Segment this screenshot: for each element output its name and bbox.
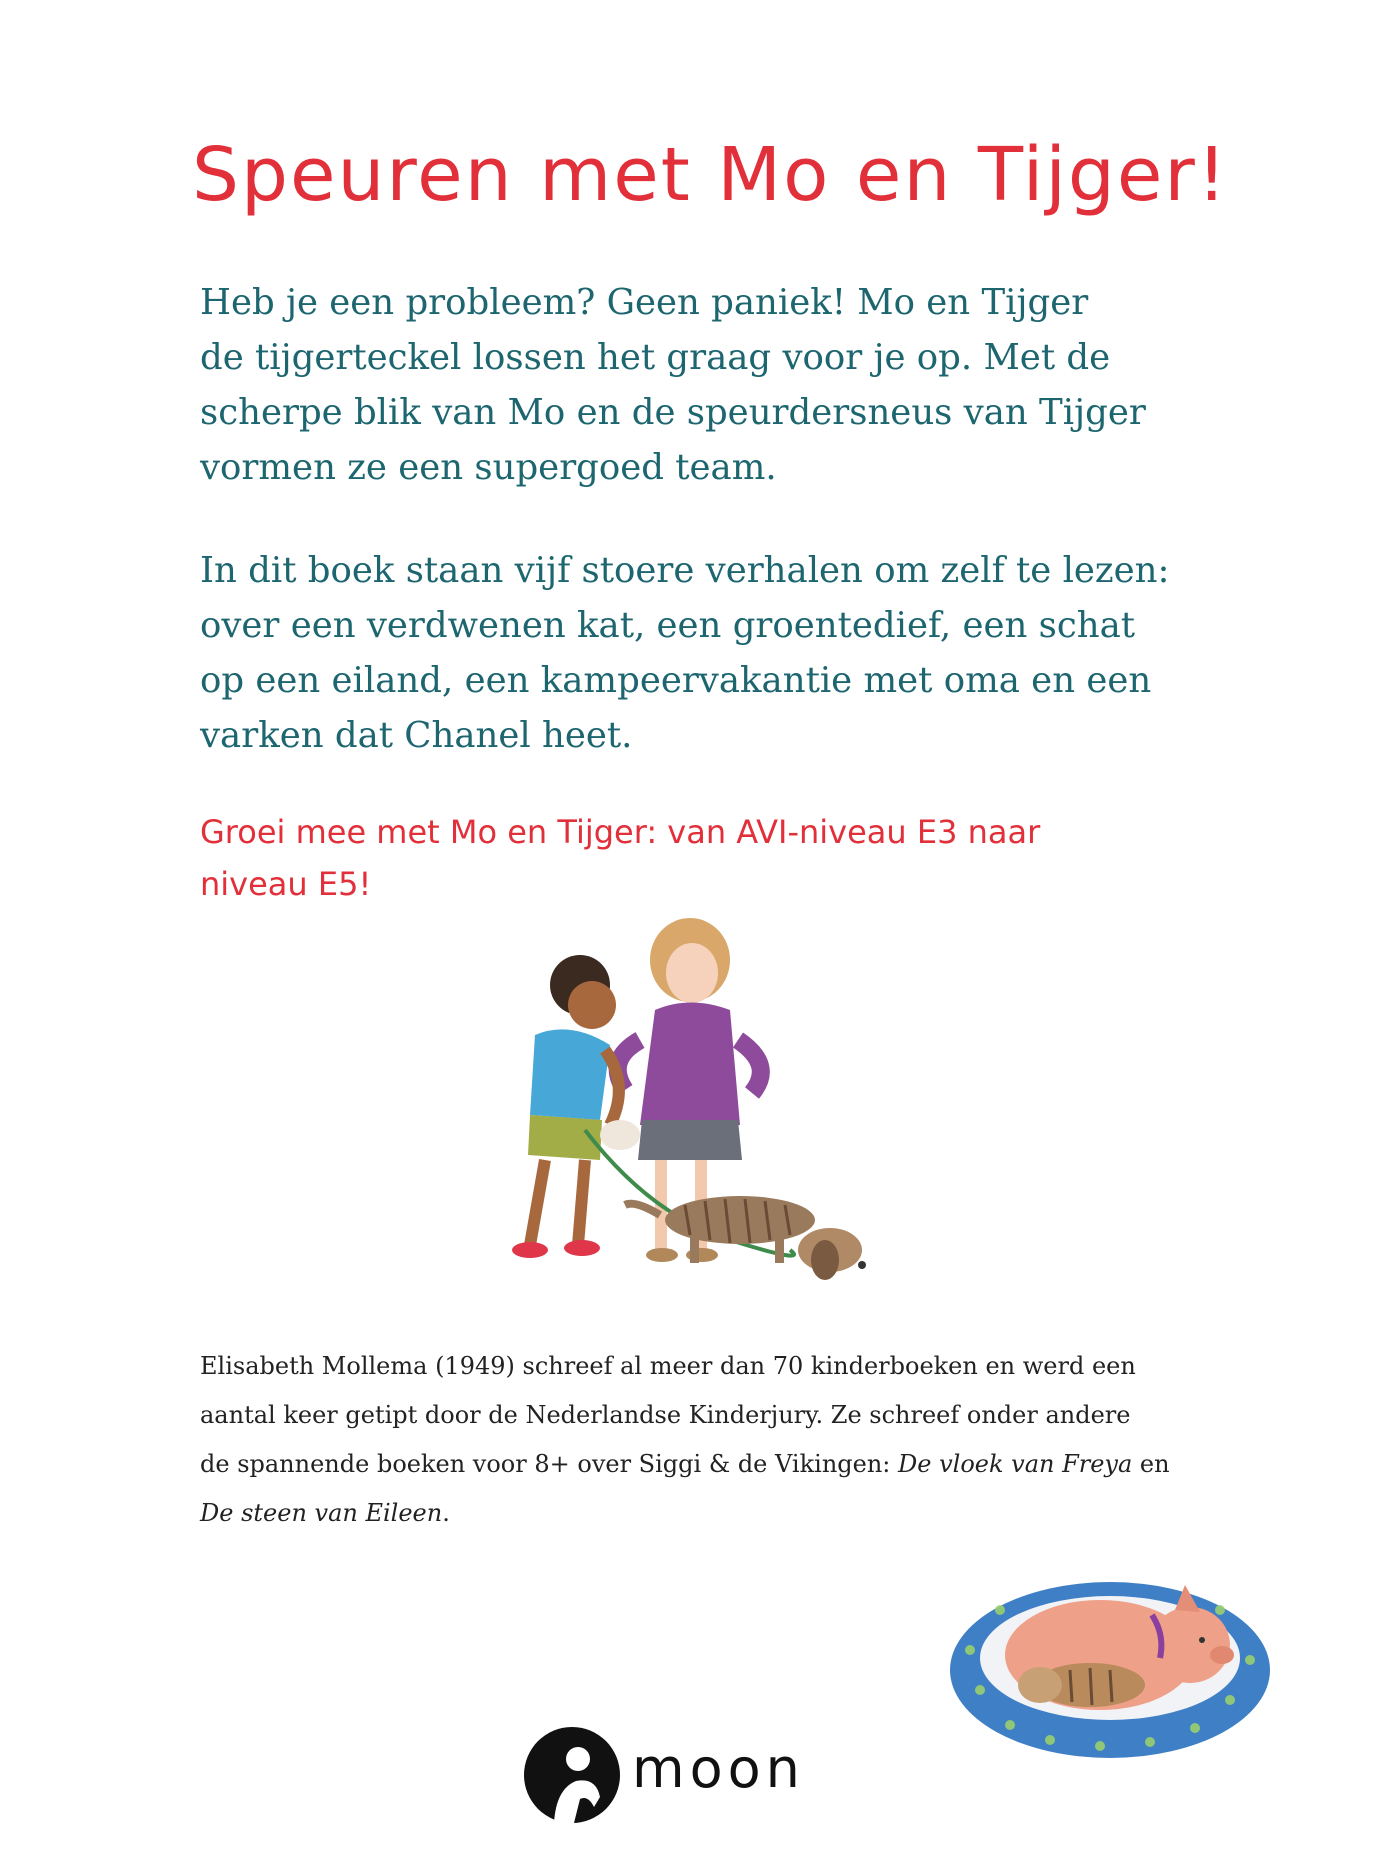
bio-text: de spannende boeken voor 8+ over Siggi & de Vikingen:: [200, 1450, 899, 1478]
bio-text: en: [1132, 1450, 1170, 1478]
author-bio: [200, 1342, 1200, 1538]
bio-line: Elisabeth Mollema (1949) schreef al meer dan 70 kinderboeken en werd een: [200, 1352, 1136, 1380]
publisher-logo: [524, 1727, 824, 1823]
bio-line: [200, 1489, 1200, 1538]
page-title: Speuren met Mo en Tijger!: [192, 132, 1229, 218]
stories-line: over een verdwenen kat, een groentedief, een schat: [200, 605, 1136, 646]
bio-line: aantal keer getipt door de Nederlandse Kinderjury. Ze schreef onder andere: [200, 1401, 1131, 1429]
stories-line: op een eiland, een kampeervakantie met oma en een: [200, 660, 1152, 701]
kids-and-dog-illustration: [490, 915, 950, 1315]
book-title: De vloek van Freya: [898, 1450, 1133, 1478]
intro-paragraph: [200, 275, 1200, 495]
avi-level-callout: [200, 806, 1200, 910]
intro-line: vormen ze een supergoed team.: [200, 447, 777, 488]
book-title: De steen van Eileen: [200, 1499, 443, 1527]
bio-text: .: [442, 1499, 450, 1527]
stories-paragraph: [200, 543, 1200, 763]
intro-line: scherpe blik van Mo en de speurdersneus van Tijger: [200, 392, 1146, 433]
bio-line: [200, 1440, 1200, 1489]
stories-line: In dit boek staan vijf stoere verhalen om zelf te lezen:: [200, 550, 1170, 591]
intro-line: de tijgerteckel lossen het graag voor je op. Met de: [200, 337, 1111, 378]
moon-logo-icon: [524, 1727, 620, 1823]
boy-figure: [512, 955, 640, 1258]
callout-line: niveau E5!: [200, 865, 372, 903]
pig-in-basket-illustration: [940, 1540, 1280, 1765]
callout-line: Groei mee met Mo en Tijger: van AVI-niveau E3 naar: [200, 813, 1041, 851]
intro-line: Heb je een probleem? Geen paniek! Mo en Tijger: [200, 282, 1089, 323]
stories-line: varken dat Chanel heet.: [200, 715, 633, 756]
publisher-name: moon: [632, 1737, 805, 1800]
